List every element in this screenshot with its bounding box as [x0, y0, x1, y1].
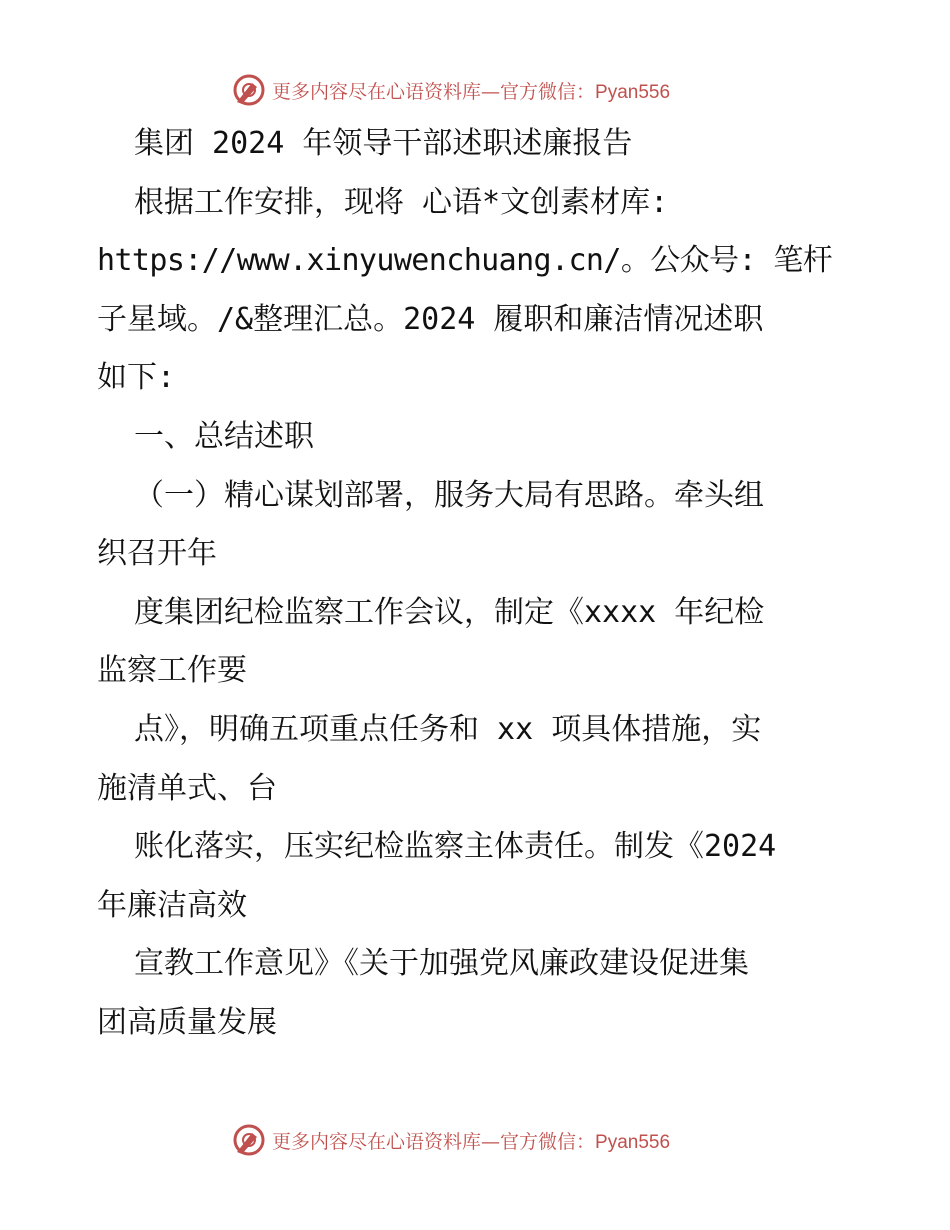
section-heading: 一、总结述职	[134, 418, 314, 454]
watermark-header	[232, 70, 670, 110]
watermark-account-id: Pyan556	[595, 81, 671, 103]
body-line: 账化落实，压实纪检监察主体责任。制发《2024	[134, 829, 777, 865]
pen-logo-icon	[232, 1123, 266, 1157]
watermark-text: 更多内容尽在心语资料库	[272, 1130, 482, 1153]
watermark-footer	[232, 1120, 670, 1160]
body-line: 施清单式、台	[97, 770, 277, 806]
pen-logo-icon	[232, 73, 266, 107]
body-line: 宣教工作意见》《关于加强党风廉政建设促进集	[134, 946, 749, 982]
body-line: （一）精心谋划部署，服务大局有思路。牵头组	[134, 477, 764, 513]
body-line: 度集团纪检监察工作会议，制定《xxxx 年纪检	[134, 594, 765, 630]
body-line: 织召开年	[97, 536, 217, 572]
document-body	[97, 115, 857, 1053]
body-line: 如下:	[97, 360, 176, 396]
watermark-text: 更多内容尽在心语资料库	[272, 80, 482, 103]
watermark-account-label: 官方微信：	[500, 1130, 596, 1153]
body-line: 子星域。/&整理汇总。2024 履职和廉洁情况述职	[97, 301, 764, 337]
body-line: 根据工作安排，现将 心语*文创素材库:	[134, 184, 669, 220]
body-line: 监察工作要	[97, 653, 247, 689]
body-line: 点》，明确五项重点任务和 xx 项具体措施，实	[134, 711, 762, 747]
body-line: https://www.xinyuwenchuang.cn/。公众号: 笔杆	[97, 243, 833, 279]
watermark-dash: —	[481, 1130, 501, 1153]
body-line: 年廉洁高效	[97, 887, 247, 923]
watermark-dash: —	[481, 80, 501, 103]
watermark-account-id: Pyan556	[595, 1131, 671, 1153]
document-title: 集团 2024 年领导干部述职述廉报告	[134, 126, 633, 161]
body-line: 团高质量发展	[97, 1004, 277, 1040]
watermark-account-label: 官方微信：	[500, 80, 596, 103]
